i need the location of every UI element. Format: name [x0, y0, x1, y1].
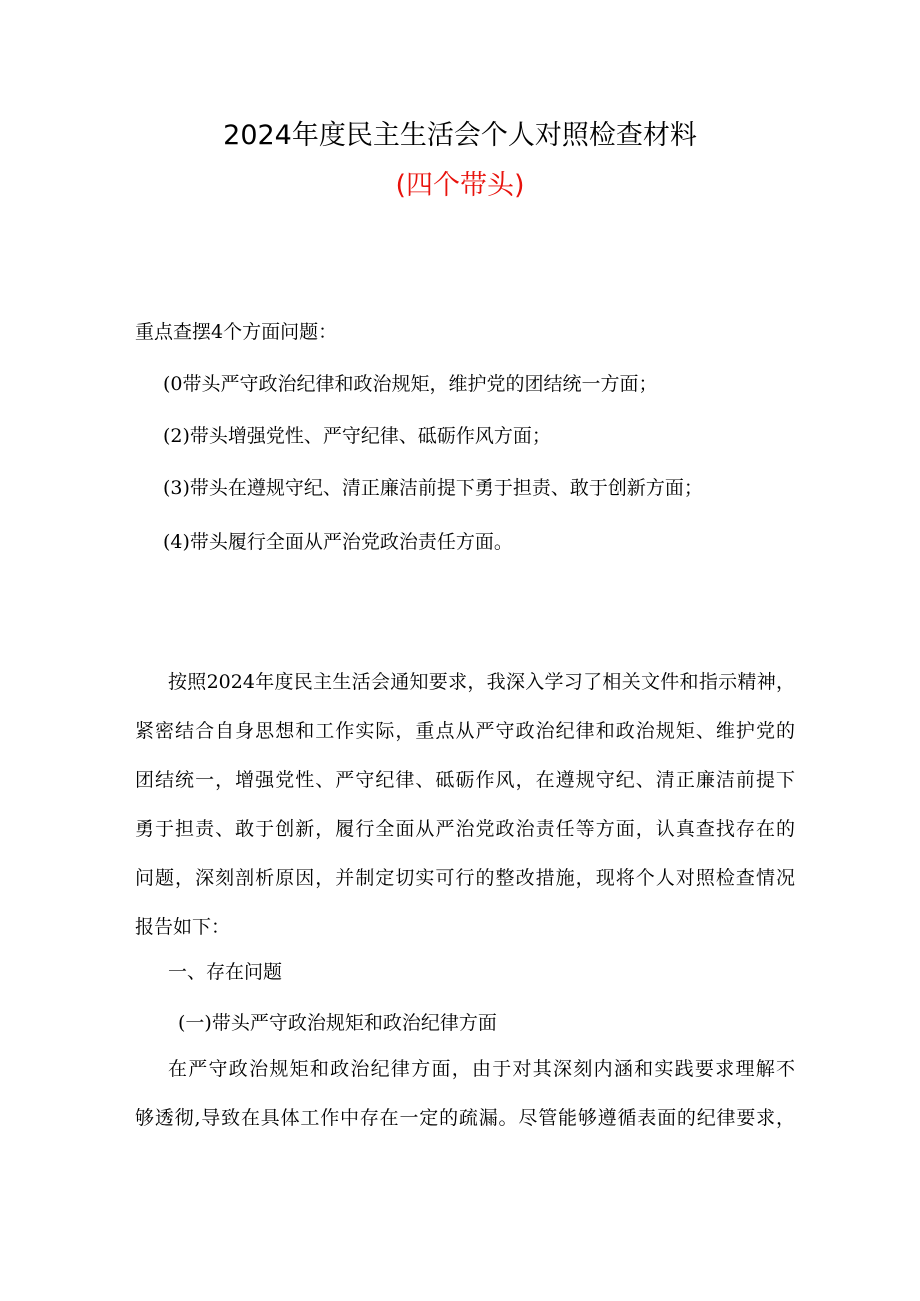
focus-lead: 重点查摆4个方面问题：: [135, 321, 338, 343]
focus-item-1: (0带头严守政治纪律和政治规矩，维护党的团结统一方面；: [163, 373, 658, 395]
intro-line-6: 报告如下：: [135, 916, 231, 938]
focus-item-4: (4)带头履行全面从严治党政治责任方面。: [163, 531, 513, 553]
focus-item-3: (3)带头在遵规守纪、清正廉洁前提下勇于担责、敢于创新方面；: [163, 477, 703, 499]
focus-item-2: (2)带头增强党性、严守纪律、砥砺作风方面；: [163, 425, 551, 447]
intro-paragraph: [135, 668, 795, 962]
section-heading: 一、存在问题: [168, 961, 283, 983]
intro-line-3: 团结统一，增强党性、严守纪律、砥砺作风，在遵规守纪、清正廉洁前提下: [135, 769, 795, 791]
intro-line-2: 紧密结合自身思想和工作实际，重点从严守政治纪律和政治规矩、维护党的: [135, 720, 795, 742]
section-body-line-1: 在严守政治规矩和政治纪律方面，由于对其深刻内涵和实践要求理解不: [168, 1058, 795, 1080]
section-body-line-2: 够透彻,导致在具体工作中存在一定的疏漏。尽管能够遵循表面的纪律要求，: [135, 1107, 795, 1129]
intro-line-1: 按照2024年度民主生活会通知要求，我深入学习了相关文件和指示精神，: [168, 671, 795, 693]
document-title: 2024年度民主生活会个人对照检查材料: [223, 120, 697, 151]
section-body: [135, 1055, 795, 1153]
intro-line-5: 问题，深刻剖析原因，并制定切实可行的整改措施，现将个人对照检查情况: [135, 867, 795, 889]
document-subtitle: (四个带头): [395, 170, 525, 201]
intro-line-4: 勇于担责、敢于创新，履行全面从严治党政治责任等方面，认真查找存在的: [135, 818, 795, 840]
section-subheading: (一)带头严守政治规矩和政治纪律方面: [178, 1012, 497, 1034]
